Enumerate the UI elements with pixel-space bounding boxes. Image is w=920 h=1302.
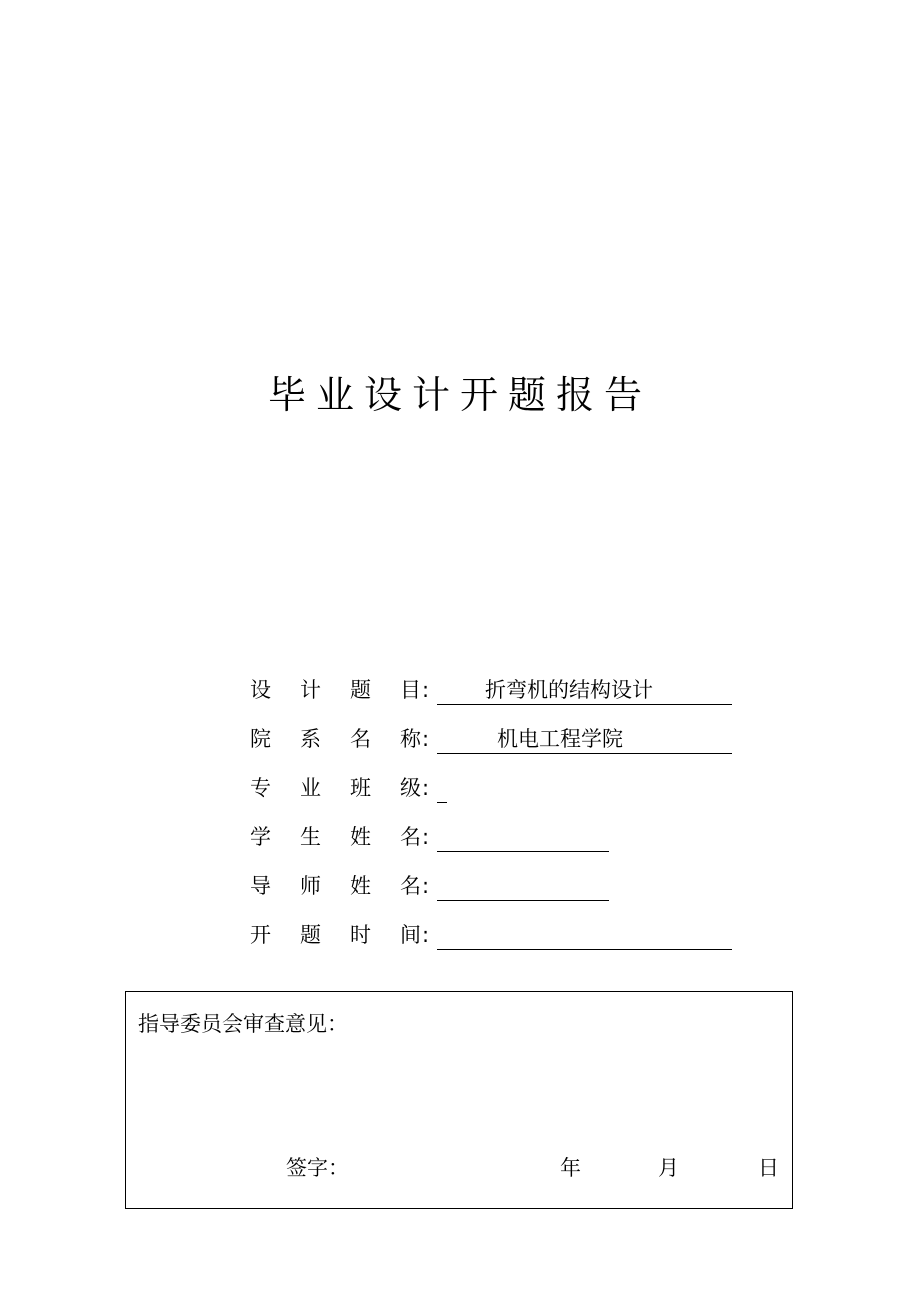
sign-label: 签字： — [286, 1156, 349, 1180]
year-label: 年 — [560, 1156, 581, 1180]
review-box — [125, 991, 793, 1209]
department-value: 机电工程学院 — [497, 727, 623, 751]
field-label: 院 系 名 称 : — [250, 727, 430, 751]
month-label: 月 — [658, 1156, 679, 1180]
field-label: 设 计 题 目 : — [250, 678, 430, 702]
design-topic-field[interactable] — [437, 670, 732, 705]
day-label: 日 — [758, 1156, 779, 1180]
field-label: 导 师 姓 名 : — [250, 874, 430, 898]
major-class-field[interactable] — [437, 768, 447, 803]
field-label: 专 业 班 级 : — [250, 776, 430, 800]
student-name-field[interactable] — [437, 817, 609, 852]
field-label: 学 生 姓 名 : — [250, 825, 430, 849]
proposal-time-field[interactable] — [437, 915, 732, 950]
field-label: 开 题 时 间 : — [250, 923, 430, 947]
advisor-name-field[interactable] — [437, 866, 609, 901]
design-topic-value: 折弯机的结构设计 — [485, 678, 653, 702]
review-heading: 指导委员会审查意见： — [138, 1012, 348, 1036]
department-field[interactable] — [437, 719, 732, 754]
page-title: 毕业设计开题报告 — [267, 373, 652, 417]
